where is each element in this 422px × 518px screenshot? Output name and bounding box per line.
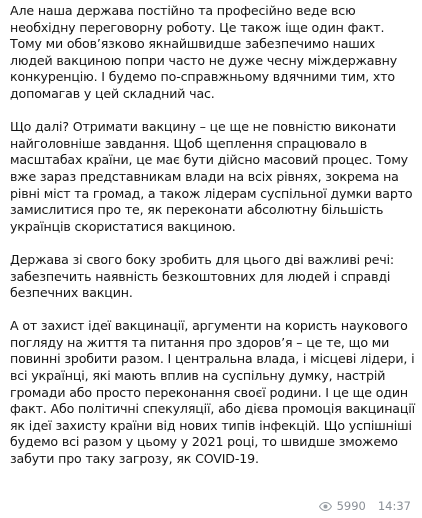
message-meta: [319, 499, 411, 513]
view-count: 5990: [336, 499, 366, 513]
message-bubble: [7, 0, 419, 518]
message-paragraph-3: Держава зі свого боку зробить для цього дві важливі речі: забезпечить наявність безкоштовних для людей і справді безпечних вакцин.: [10, 251, 395, 301]
message-paragraph-1: Але наша держава постійно та професійно веде всю необхідну переговорну роботу. Це також іще один факт. Тому ми обов’язково якнайшвидше забезпечимо наших людей вакциною попри часто не дуже чесну міждержавну конкуренцію. І будемо по-справжньому вдячними тим, хто допомагав у цей складний час.: [10, 3, 398, 101]
message-paragraph-4: А от захист ідеї вакцинації, аргументи на користь наукового погляду на життя та питання про здоров’я – це те, що ми повинні зробити разом. І центральна влада, і місцеві лідери, і всі українці, які мають вплив на суспільну думку, настрій громади або просто переконання своєї родини. І це ще один факт. Або політичні спекуляції, або дієва промоція вакцинації як ідеї захисту країни від нових типів інфекцій. Що успішніші будемо всі разом у цьому у 2021 році, то швидше зможемо забути про таку загрозу, як COVID-19.: [10, 318, 415, 467]
eye-icon: [319, 502, 332, 511]
message-time: 14:37: [377, 499, 411, 513]
message-paragraph-2: Що далі? Отримати вакцину – це ще не повністю виконати найголовніше завдання. Щоб щеплення спрацювало в масштабах країни, це має бути дійсно масовий процес. Тому вже зараз представникам влади на всіх рівнях, зокрема на рівні міст та громад, а також лідерам суспільної думки варто замислитися про те, як переконати абсолютну більшість українців скористатися вакциною.: [10, 119, 413, 234]
